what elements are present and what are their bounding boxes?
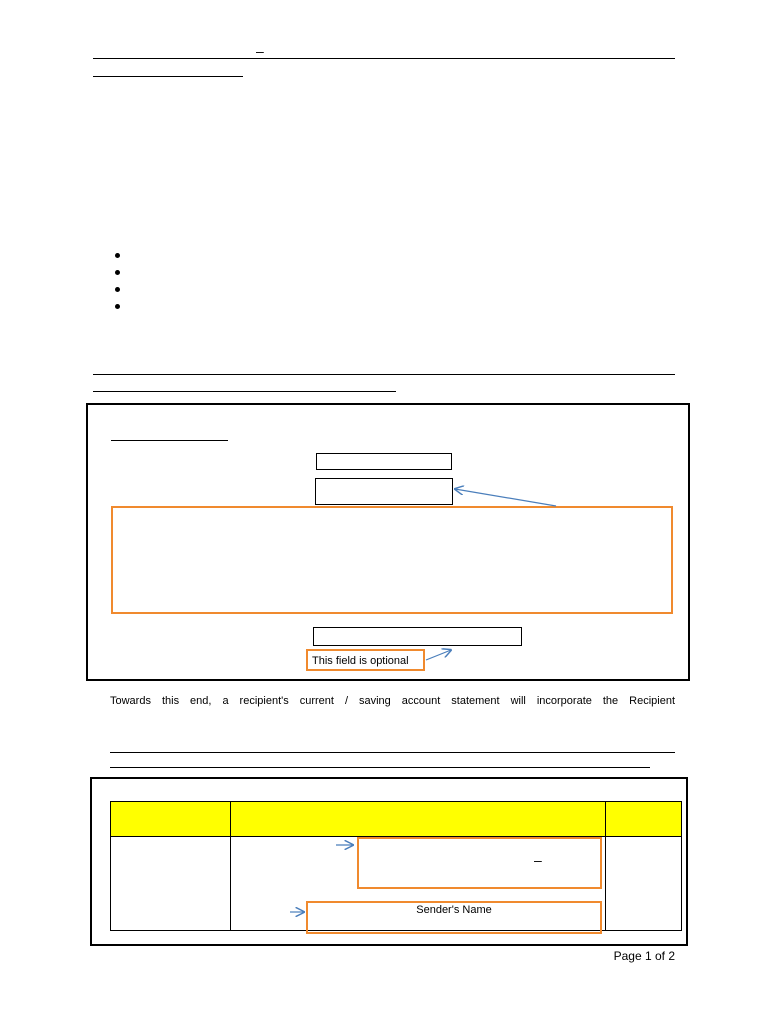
- example-form-heading-rule: [111, 440, 228, 441]
- table-header-col-3: [605, 801, 682, 837]
- bullet-marker: [115, 304, 120, 309]
- table-header-col-2: [230, 801, 606, 837]
- description-dash: –: [534, 852, 542, 868]
- bullet-marker: [115, 270, 120, 275]
- bullet-marker: [115, 253, 120, 258]
- body-paragraph: Towards this end, a recipient's current / saving account statement will incorporate the Recipient: [110, 695, 675, 707]
- section-1-rule: [93, 374, 675, 375]
- table-cell-col-1: [110, 836, 231, 931]
- title-underline-rule: [93, 58, 675, 59]
- form-field-1[interactable]: [316, 453, 452, 470]
- subtitle-underline-rule: [93, 76, 243, 77]
- description-highlight-box: [357, 837, 602, 889]
- table-header-col-1: [110, 801, 231, 837]
- optional-note-label: This field is optional: [312, 655, 409, 667]
- section-2-rule: [110, 752, 675, 753]
- sender-name-box: [306, 901, 602, 934]
- optional-note-box: [306, 649, 425, 671]
- title-dash: –: [256, 43, 264, 59]
- bullet-marker: [115, 287, 120, 292]
- form-field-2[interactable]: [315, 478, 453, 505]
- table-cell-col-3: [605, 836, 682, 931]
- page-number: Page 1 of 2: [613, 949, 675, 963]
- highlight-box-large: [111, 506, 673, 614]
- section-1-rule-short: [93, 391, 396, 392]
- sender-name-label: Sender's Name: [416, 904, 492, 916]
- form-field-3[interactable]: [313, 627, 522, 646]
- section-2-rule-short: [110, 767, 650, 768]
